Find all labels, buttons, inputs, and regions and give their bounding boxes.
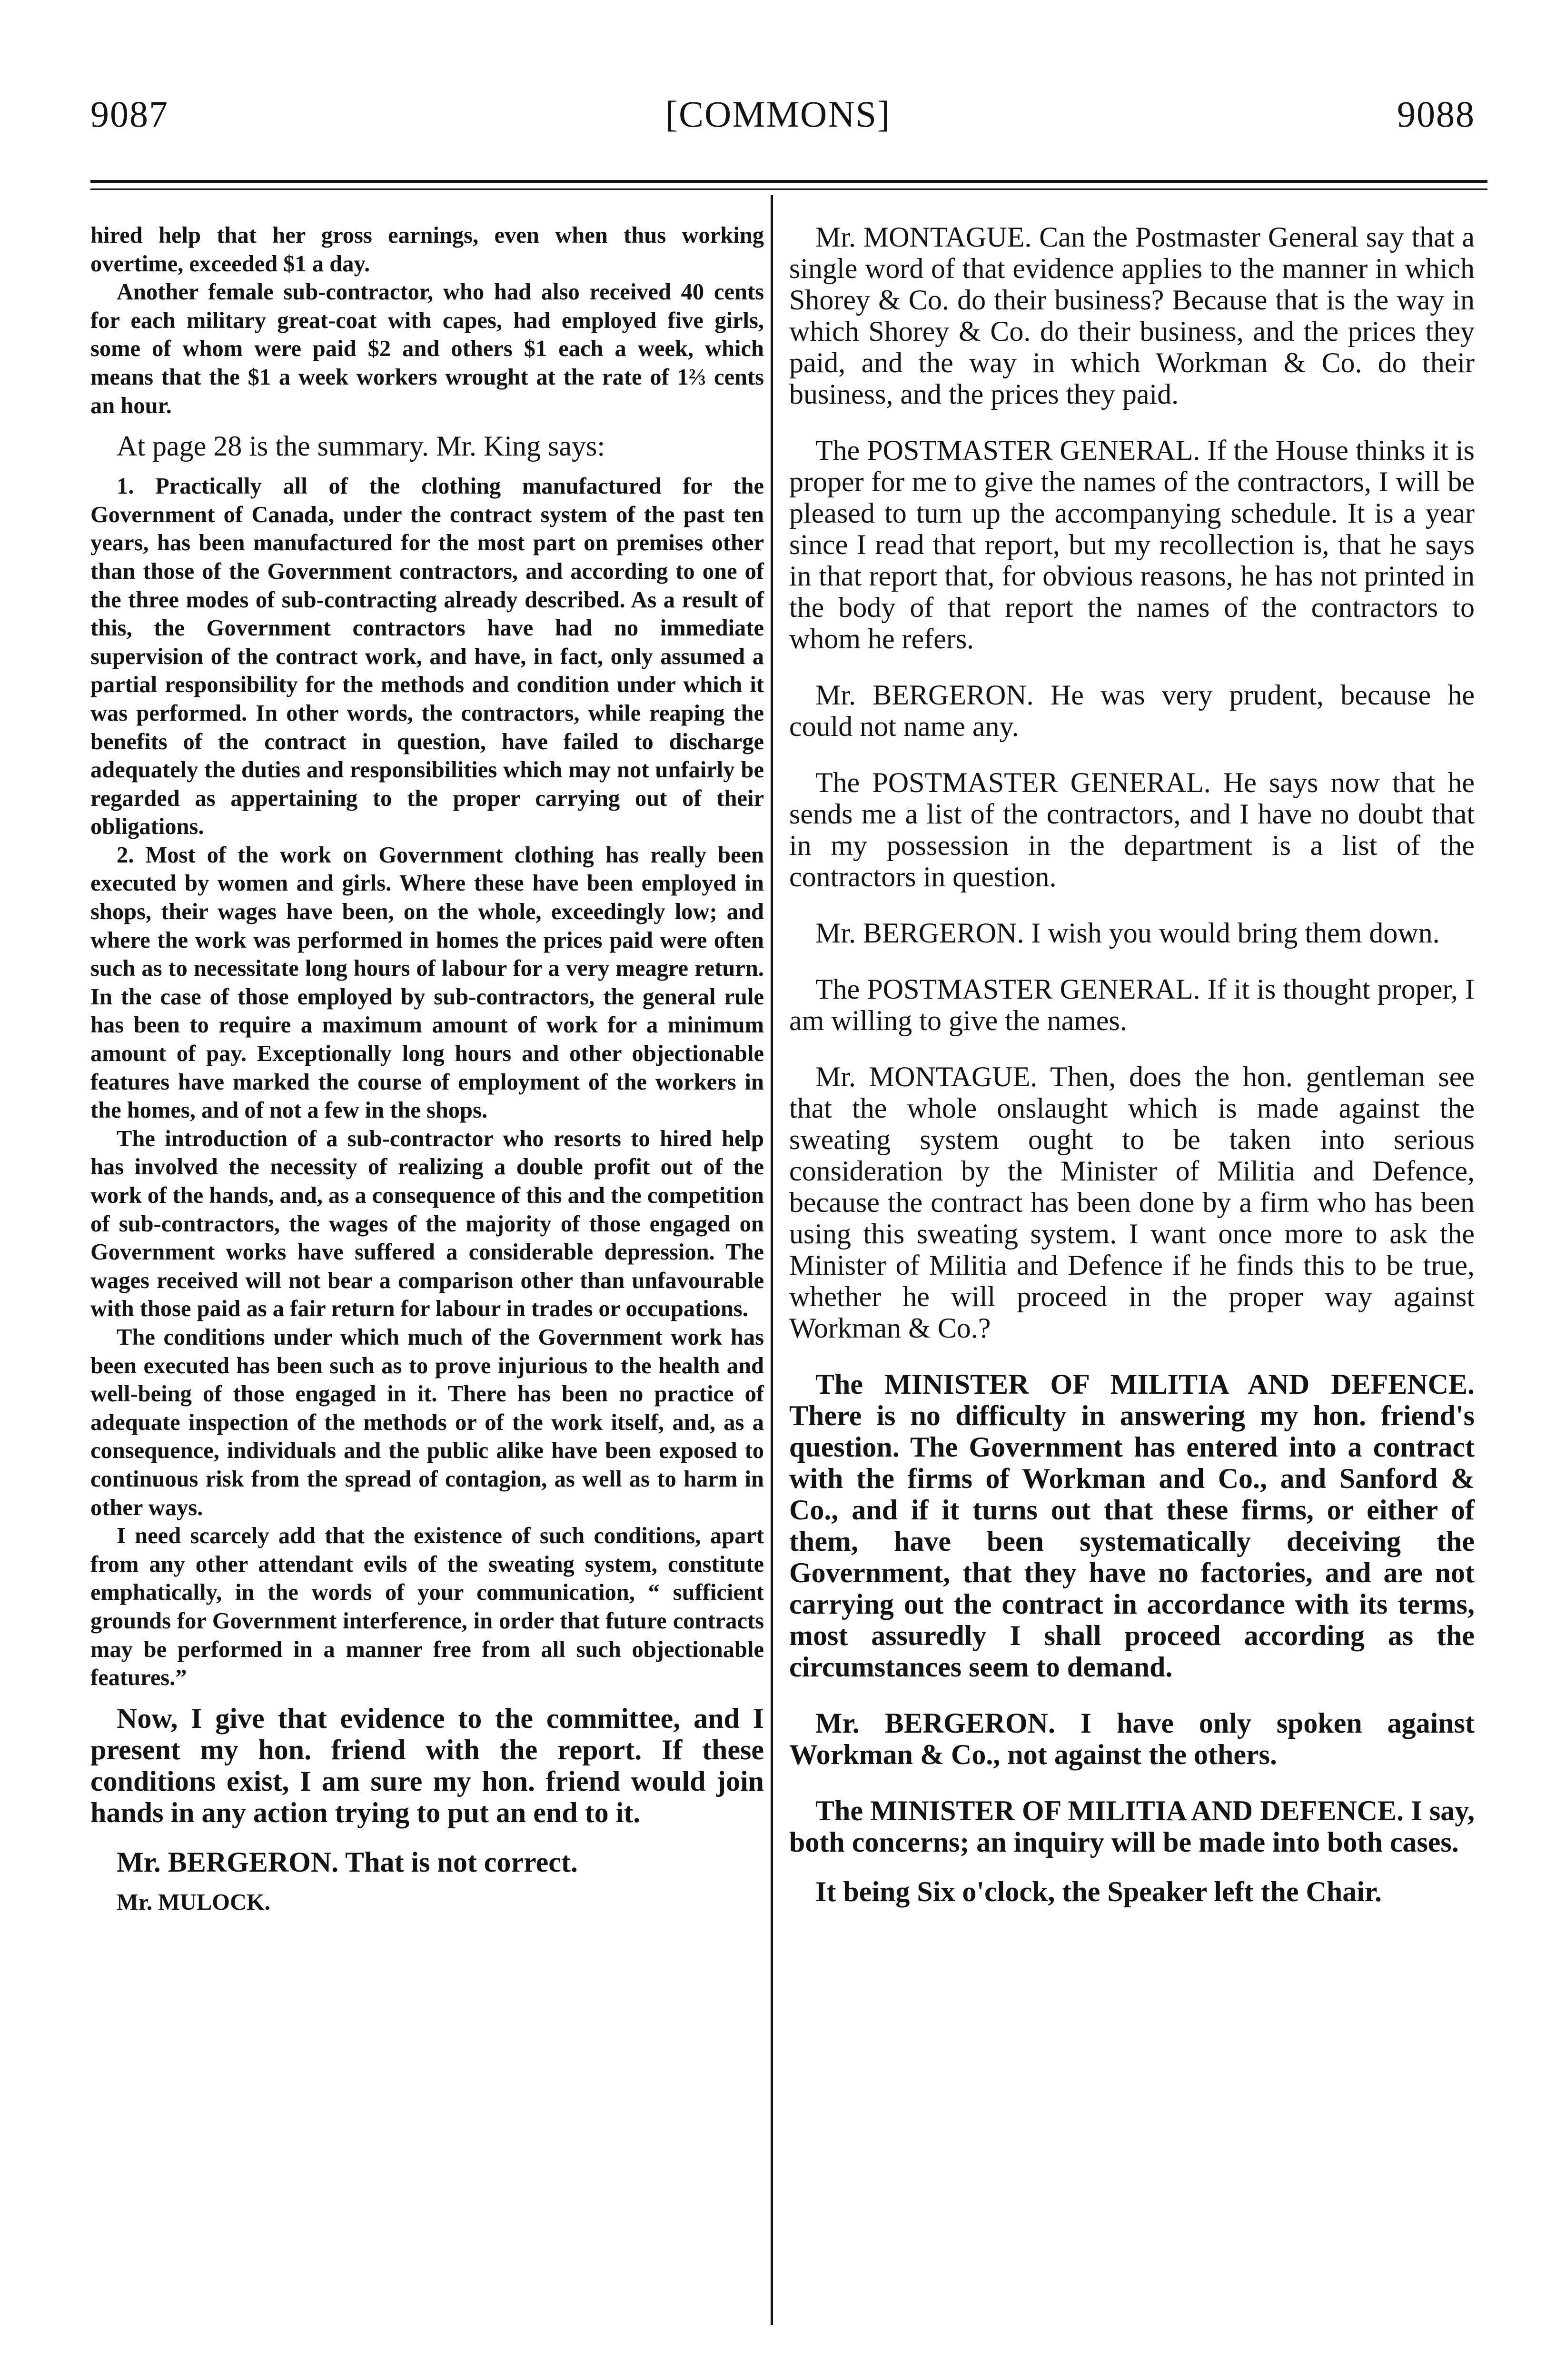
speech-paragraph: The MINISTER OF MILITIA AND DEFENCE. I say, both concerns; an inquiry will be made into both cases. <box>789 1795 1475 1858</box>
speech-paragraph: The POSTMASTER GENERAL. If it is thought proper, I am willing to give the names. <box>789 973 1475 1036</box>
speech-paragraph: The POSTMASTER GENERAL. He says now that he sends me a list of the contractors, and I have no doubt that in my possession in the department is a list of the contractors in question. <box>789 767 1475 892</box>
page-number-right: 9088 <box>1397 93 1475 135</box>
page-number-left: 9087 <box>90 93 168 135</box>
speech-paragraph: Mr. MONTAGUE. Then, does the hon. gentleman see that the whole onslaught which is made against the sweating system ought to be taken into serious consideration by the Minister of Militia and Defence, because the contract has been done by a firm who has been using this sweating system. I want once more to ask the Minister of Militia and Defence if he finds this to be true, whether he will proceed in the proper way against Workman & Co.? <box>789 1061 1475 1344</box>
speech-paragraph: Mr. MONTAGUE. Can the Postmaster General say that a single word of that evidence applies to the manner in which Shorey & Co. do their business? Because that is the way in which Shorey & Co. do their business, and the prices they paid, and the way in which Workman & Co. do their business, and the prices they paid. <box>789 221 1475 410</box>
quoted-paragraph: 1. Practically all of the clothing manufactured for the Government of Canada, under the contract system of the past ten years, has been manufactured for the most part on premises other than those of the Government contractors, and according to one of the three modes of sub-contracting already described. As a result of this, the Government contractors have had no immediate supervision of the contract work, and have, in fact, only assumed a partial responsibility for the methods and condition under which it was performed. In other words, the contractors, while reaping the benefits of the contract in question, have failed to discharge adequately the duties and responsibilities which may not unfairly be regarded as appertaining to the proper carrying out of their obligations. <box>90 474 764 840</box>
speech-paragraph: Mr. BERGERON. I wish you would bring them down. <box>815 917 1440 949</box>
speech-paragraph: Now, I give that evidence to the committee, and I present my hon. friend with the report. If these conditions exist, I am sure my hon. friend would join hands in any action trying to put an end to it. <box>90 1702 764 1828</box>
header-rule-thin <box>90 188 1487 190</box>
quoted-paragraph: 2. Most of the work on Government clothing has really been executed by women and girls. Where these have been employed in shops, their wages have been, on the whole, exceedingly low; and where the work was performed in homes the prices paid were often such as to necessitate long hours of labour for a very meagre return. In the case of those employed by sub-contractors, the general rule has been to require a maximum amount of work for a minimum amount of pay. Exceptionally long hours and other objectionable features have marked the course of employment of the workers in the homes, and of not a few in the shops. <box>90 842 764 1123</box>
quoted-paragraph: The introduction of a sub-contractor who resorts to hired help has involved the necessity of realizing a double profit out of the work of the hands, and, as a consequence of this and the competition of sub-contractors, the wages of the majority of those engaged on Government works have suffered a considerable depression. The wages received will not bear a comparison other than unfavourable with those paid as a fair return for labour in trades or occupations. <box>90 1126 764 1322</box>
paragraph: Another female sub-contractor, who had also received 40 cents for each military great-coat with capes, had employed five girls, some of whom were paid $2 and others $1 each a week, which means that the $1 a week workers wrought at the rate of 1⅔ cents an hour. <box>90 279 764 418</box>
speaker-name: Mr. MULOCK. <box>117 1889 270 1915</box>
speech-paragraph: Mr. BERGERON. That is not correct. <box>117 1846 578 1878</box>
speech-paragraph: The POSTMASTER GENERAL. If the House thinks it is proper for me to give the names of the contractors, I will be pleased to turn up the accompanying schedule. It is a year since I read that report, but my recollection is, that he says in that report that, for obvious reasons, he has not printed in the body of that report the names of the contractors to whom he refers. <box>789 435 1475 654</box>
column-divider <box>771 195 773 2325</box>
paragraph: At page 28 is the summary. Mr. King says: <box>117 430 605 462</box>
quoted-paragraph: I need scarcely add that the existence of such conditions, apart from any other attendant evils of the sweating system, constitute emphatically, in the words of your communication, “ sufficient grounds for Government interference, in order that future contracts may be performed in a manner free from all such objectionable features.” <box>90 1523 764 1691</box>
left-column <box>90 221 764 1916</box>
speech-paragraph: Mr. BERGERON. I have only spoken against Workman & Co., not against the others. <box>789 1707 1475 1770</box>
header-rule-thick <box>90 180 1487 183</box>
page-header-title: [COMMONS] <box>665 93 891 135</box>
right-column <box>789 221 1475 1907</box>
speech-paragraph: The MINISTER OF MILITIA AND DEFENCE. There is no difficulty in answering my hon. friend's question. The Government has entered into a contract with the firms of Workman and Co., and Sanford & Co., and if it turns out that these firms, or either of them, have been systematically deceiving the Government, that they have no factories, and are not carrying out the contract in accordance with its terms, most assuredly I shall proceed according as the circumstances seem to demand. <box>789 1368 1475 1683</box>
paragraph: hired help that her gross earnings, even when thus working overtime, exceeded $1 a day. <box>90 223 764 277</box>
speech-paragraph: Mr. BERGERON. He was very prudent, because he could not name any. <box>789 679 1475 742</box>
adjournment-note: It being Six o'clock, the Speaker left the Chair. <box>815 1876 1382 1907</box>
quoted-paragraph: The conditions under which much of the Government work has been executed has been such as to prove injurious to the health and well-being of those engaged in it. There has been no practice of adequate inspection of the methods or of the work itself, and, as a consequence, individuals and the public alike have been exposed to continuous risk from the spread of contagion, as well as to harm in other ways. <box>90 1324 764 1520</box>
